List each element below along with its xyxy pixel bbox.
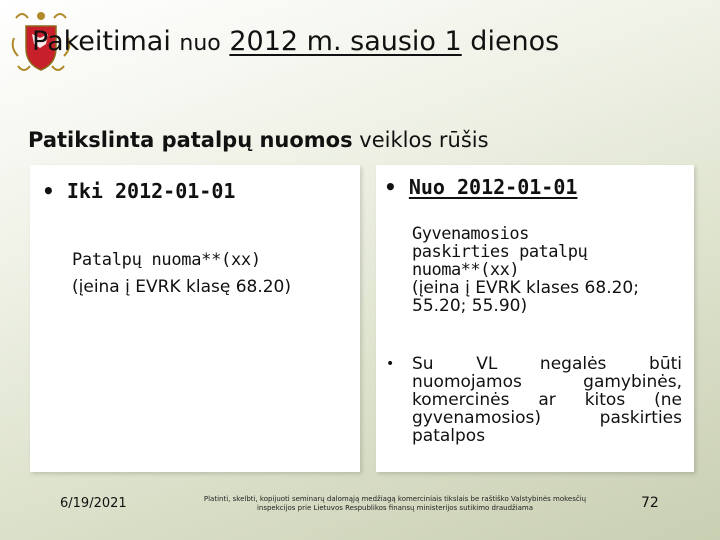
right-line-5: 55.20; 55.90) — [412, 296, 528, 316]
right-panel — [376, 165, 694, 472]
title-part-1: Pakeitimai — [32, 26, 180, 57]
subtitle-normal: veiklos rūšis — [352, 128, 489, 152]
slide-subtitle — [28, 128, 489, 152]
right-line-4: (įeina į EVRK klases 68.20; — [412, 278, 639, 298]
subtitle-bold: Patikslinta patalpų nuomos — [28, 128, 353, 152]
title-date: 2012 m. sausio 1 — [229, 26, 462, 57]
right-line-3: nuoma**(xx) — [412, 260, 520, 280]
right-line-1: Gyvenamosios — [412, 224, 529, 244]
right-line-2: paskirties patalpų — [412, 242, 588, 262]
right-note — [386, 355, 682, 445]
left-line-1: Patalpų nuoma**(xx) — [72, 250, 261, 270]
right-bullet: • — [384, 175, 397, 199]
left-line-2: (įeina į EVRK klasę 68.20) — [72, 277, 291, 297]
title-part-5: dienos — [461, 26, 560, 57]
left-heading — [42, 179, 235, 203]
title-part-2: nuo — [179, 31, 221, 56]
left-body — [72, 247, 291, 301]
page-number: 72 — [641, 495, 659, 511]
right-heading — [384, 175, 577, 199]
footer-date: 6/19/2021 — [60, 496, 127, 511]
right-heading-text: Nuo 2012-01-01 — [408, 175, 578, 199]
left-heading-text: Iki 2012-01-01 — [66, 179, 236, 203]
note-bullet: • — [386, 356, 395, 372]
left-panel — [30, 165, 360, 472]
left-bullet: • — [42, 179, 55, 203]
slide-title — [32, 26, 559, 57]
note-text: Su VL negalės būti nuomojamos gamybinės, komercinės ar kitos (ne gyvenamosios) paskirties patalpos — [412, 354, 682, 446]
footer-notice: Platinti, skelbti, kopijuoti seminarų dalomąją medžiagą komerciniais tikslais be raštiško Valstybinės mokesčių inspekcijos prie Lietuvos Respublikos finansų ministerijos sutikimo draudžiama — [203, 495, 587, 512]
right-body — [412, 225, 682, 315]
